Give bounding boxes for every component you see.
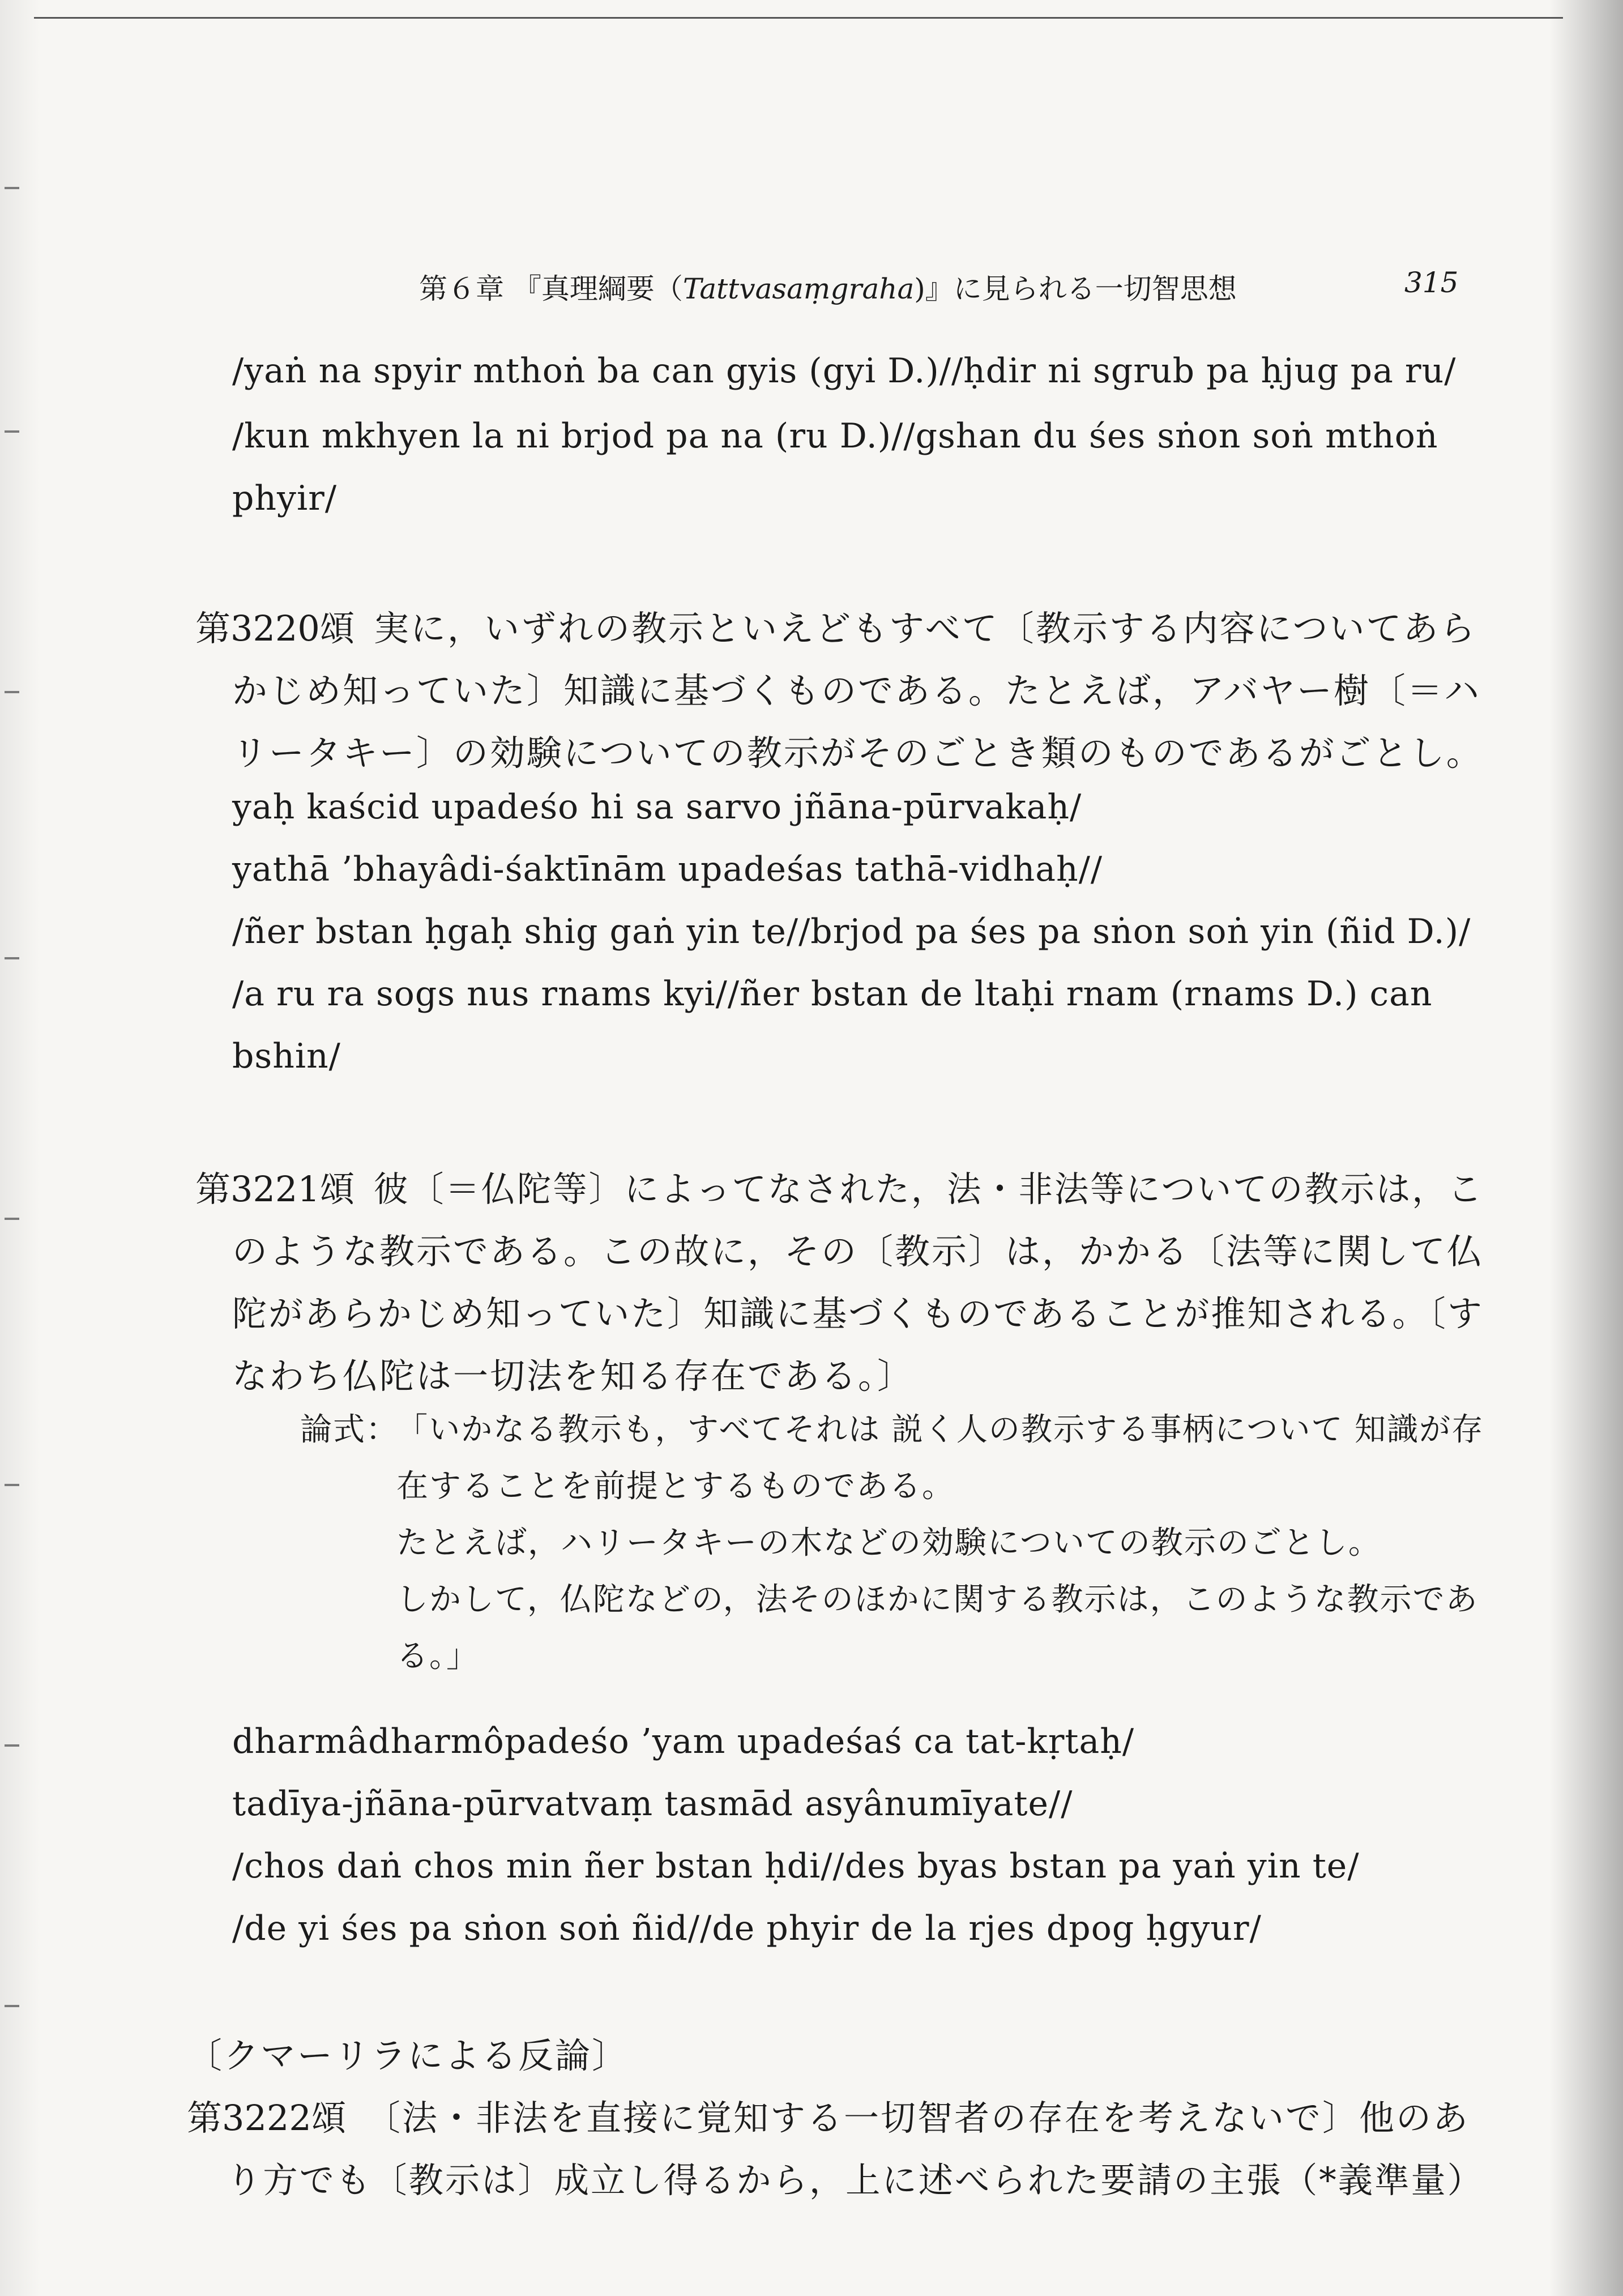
margin-tick	[5, 1218, 19, 1220]
translation-line: かじめ知っていた〕知識に基づくものである。たとえば，アバヤー樹〔＝ハ	[232, 670, 1481, 711]
translation-line: り方でも〔教示は〕成立し得るから，上に述べられた要請の主張（*義準量）	[227, 2160, 1484, 2201]
translation-line: 陀があらかじめ知っていた〕知識に基づくものであることが推知される。〔す	[232, 1293, 1484, 1334]
scan-edge-right	[1549, 0, 1623, 2296]
header-title-suffix: )』に見られる一切智思想	[914, 272, 1237, 305]
translation-line: 彼〔＝仏陀等〕によってなされた，法・非法等についての教示は，こ	[374, 1168, 1484, 1210]
margin-tick	[5, 187, 19, 189]
translation-line: 〔法・非法を直接に覚知する一切智者の存在を考えないで〕他のあ	[365, 2097, 1470, 2139]
translation-line: リータキー〕の効験についての教示がそのごとき類のものであるがごとし。	[232, 732, 1483, 774]
header-title-prefix: 第６章 『真理綱要（	[419, 272, 683, 305]
margin-tick	[5, 1484, 19, 1486]
ronshiki-line: る。」	[396, 1638, 479, 1675]
section-heading: 〔クマーリラによる反論〕	[187, 2035, 629, 2076]
translation-line: のような教示である。この故に，その〔教示〕は，かかる〔法等に関して仏	[232, 1231, 1484, 1272]
scan-top-rule	[34, 17, 1563, 19]
ronshiki-line: たとえば，ハリータキーの木などの効験についての教示のごとし。	[396, 1525, 1381, 1561]
header-title	[419, 266, 1237, 307]
ronshiki-line: 「いかなる教示も，すべてそれは 説く人の教示する事柄について 知識が存	[396, 1411, 1484, 1448]
ronshiki-line: 在することを前提とするものである。	[396, 1468, 955, 1505]
ronshiki-line: しかして，仏陀などの，法そのほかに関する教示は，このような教示であ	[396, 1581, 1479, 1618]
sanskrit-line: tadīya-jñāna-pūrvatvaṃ tasmād asyânumīyate//	[232, 1784, 1073, 1824]
scan-edge-left	[0, 0, 40, 2296]
verse-label: 第3221頌	[195, 1168, 355, 1210]
text-line: /kun mkhyen la ni brjod pa na (ru D.)//gshan du śes sṅon soṅ mthoṅ	[232, 416, 1438, 456]
page-number: 315	[1404, 266, 1459, 299]
ronshiki-label: 論式：	[300, 1411, 399, 1448]
margin-tick	[5, 2005, 19, 2007]
tibetan-line: /chos daṅ chos min ñer bstan ḥdi//des byas bstan pa yaṅ yin te/	[232, 1846, 1360, 1886]
text-line: /yaṅ na spyir mthoṅ ba can gyis (gyi D.)//ḥdir ni sgrub pa ḥjug pa ru/	[232, 351, 1457, 391]
tibetan-line: /ñer bstan ḥgaḥ shig gaṅ yin te//brjod pa śes pa sṅon soṅ yin (ñid D.)/	[232, 912, 1471, 951]
verse-label: 第3222頌	[187, 2097, 347, 2139]
text-line: phyir/	[232, 479, 338, 518]
tibetan-line: /a ru ra sogs nus rnams kyi//ñer bstan de ltaḥi rnam (rnams D.) can	[232, 974, 1433, 1014]
sanskrit-line: dharmâdharmôpadeśo ’yam upadeśaś ca tat-kṛtaḥ/	[232, 1722, 1135, 1761]
margin-tick	[5, 691, 19, 693]
translation-line: なわち仏陀は一切法を知る存在である。〕	[232, 1355, 915, 1397]
translation-line: 実に，いずれの教示といえどもすべて〔教示する内容についてあら	[374, 608, 1477, 649]
sanskrit-line: yathā ’bhayâdi-śaktīnām upadeśas tathā-vidhaḥ//	[232, 850, 1103, 889]
tibetan-line: bshin/	[232, 1036, 341, 1076]
header-title-italic: Tattvasaṃgraha	[682, 272, 915, 305]
margin-tick	[5, 430, 19, 433]
verse-label: 第3220頌	[195, 608, 355, 649]
margin-tick	[5, 1744, 19, 1747]
margin-tick	[5, 957, 19, 959]
sanskrit-line: yaḥ kaścid upadeśo hi sa sarvo jñāna-pūrvakaḥ/	[232, 787, 1082, 827]
running-header	[419, 266, 1552, 311]
tibetan-line: /de yi śes pa sṅon soṅ ñid//de phyir de la rjes dpog ḥgyur/	[232, 1909, 1262, 1948]
